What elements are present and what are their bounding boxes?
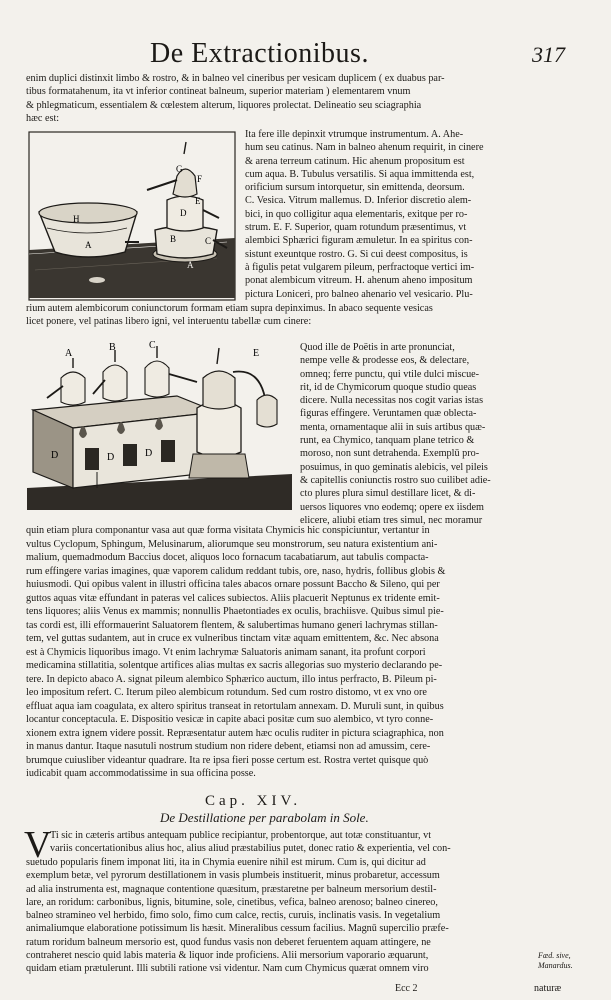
fig1-label: B xyxy=(170,234,177,244)
text-line: cum aqua. B. Tubulus versatilis. Si aqua immittenda est, xyxy=(245,168,475,180)
signature-mark: Ecc 2 xyxy=(395,983,418,994)
text-line: xionem extra ignem videre possit. Repræsentatur autem hæc oculis ruditer in pictura sciagraphica, non xyxy=(26,727,444,739)
fig2-label: D xyxy=(145,448,153,459)
woodcut-illustration xyxy=(27,338,292,510)
text-line: lare, an roridum: carbonibus, lignis, bitumine, sole, cinetibus, vefica, balneo arenoso; balneo cinereo, xyxy=(26,896,438,908)
text-line: tibus formatahenum, ita vt inferior contineat balneum, superior materiam ) elementarem vnum xyxy=(26,86,411,98)
text-line: rium autem alembicorum coniunctorum formam etiam supra depinximus. In abaco sequente vesicas xyxy=(26,303,433,314)
text-line: & phlegmaticum, essentialem & cœlestem alterum, liquores prolectat. Delineatio seu sciagraphia xyxy=(26,99,422,111)
fig1-label: E xyxy=(195,196,201,206)
text-line: enim duplici distinxit limbo & rostro, & in balneo vel cineribus per vesicam duplicem ( ex duabus par- xyxy=(26,73,445,84)
text-line: omneq; ferre punctu, qui vtile dulci miscue- xyxy=(300,368,480,380)
fig1-label: H xyxy=(73,214,80,224)
text-line: hum seu catinus. Nam in balneo ahenum requirit, in cinere xyxy=(245,142,484,154)
text-line: huiusmodi. Qui opibus valent in illustri officina tales abacos ornare possunt Baccho & Sileno, qui per xyxy=(26,579,440,590)
text-line: moroso, non sunt detrahenda. Exemplū pro- xyxy=(300,448,480,460)
text-line: Quod ille de Poëtis in arte pronunciat, xyxy=(300,342,455,353)
text-line: rum effingere varias imagines, quæ vaporem calidum reddant tubis, ore, naso, hydris, follibus globis & xyxy=(26,565,446,577)
text-line: leo impositum refert. C. Iterum pileo alembicum rotundum. Sed cum rostro distomo, vt ex vno ore xyxy=(26,687,427,698)
text-line: orificium sursum intorquetur, sin emittenda, deorsum. xyxy=(245,182,465,194)
chapter-subtitle: De Destillatione per parabolam in Sole. xyxy=(160,810,369,825)
text-line: C. Vesica. Vitrum mallemus. D. Inferior discretio alem- xyxy=(245,195,472,207)
text-line: elicere, aliubi etiam tres simul, nec moramur xyxy=(300,514,483,526)
text-line: quidam etiam prætulerunt. Illi subtili ratione vsi videntur. Nam cum Chymicus quærat omnem viro xyxy=(26,963,429,975)
page-number: 317 xyxy=(532,42,565,67)
margin-note xyxy=(538,951,573,971)
text-line: in manus dantur. Itaque nasutuli nostrum studium non ridere debent, etiamsi non ad amussim, cere- xyxy=(26,741,431,752)
running-title: De Extractionibus. xyxy=(150,38,369,69)
fig2-label: A xyxy=(65,348,73,359)
text-line: variis concertationibus alius hoc, alius aliud præstabilius putet, donec ratio & experientia, vel con- xyxy=(50,843,451,855)
text-line: strum. E. F. Superior, quam rotundum præsentimus, vt xyxy=(245,222,467,234)
text-line: tens liquores; aliis Venus ex mammis; nonnullis Phaetontiades ex oculis, brachiisve. Quibus simul pie- xyxy=(26,606,444,617)
fig1-label: D xyxy=(180,208,187,218)
woodcut-illustration xyxy=(27,130,237,302)
text-line: animaliumque elaboratione potissimum lis hæsit. Mineralibus cessum facilius. Magnū supercilio præfe- xyxy=(26,923,449,935)
fig1-label: F xyxy=(197,174,203,184)
text-line: sistunt exeuntque rostro. G. Si cui deest compositus, is xyxy=(245,248,468,260)
figure-balneum-apparatus xyxy=(27,130,237,302)
text-line: & capitellis coniunctis rostro suo cuilibet adie- xyxy=(300,474,491,486)
text-line: alembici Sphærici figuram æmuletur. In ea spiritus con- xyxy=(245,235,473,247)
text-line: effluat aqua iam coagulata, ex altero spiritus transeat in retortulam annexam. D. Muruli sunt, in quibus xyxy=(26,700,444,712)
text-line: balneo stramineo vel herbido, fimo solo, fimo cum calce, rectis, curuis, inclinatis vasis. In vegetalium xyxy=(26,910,441,922)
text-line: locantur conceptacula. E. Dispositio vesicæ in capite abaci positæ cum suo alembico, vt tyro conne- xyxy=(26,714,434,725)
text-line: medicamina stillatitia, solentque artifices alias multas ex sacris allegorias suo mysterio declarando pe- xyxy=(26,660,443,671)
chapter-paragraph xyxy=(26,856,531,976)
text-line: menta, ornamentaque alii in suis artibus quæ- xyxy=(300,421,486,433)
fig2-label: D xyxy=(107,452,115,463)
chapter-heading: Cap. XIV. xyxy=(205,793,302,809)
text-line: guttos aquas vitæ effundant in pateras vel calices subiectos. Aliis placuerit Neptunus ex tridente emit- xyxy=(26,592,440,604)
text-line: tas cordi est, illi efformauerint Saluatorem flentem, & salubertimas humano generi lachrymas stillan- xyxy=(26,619,438,631)
text-line: exemplum betæ, vel pyrorum destillationem in vasis plumbeis instituerit, minus probaretur, accessum xyxy=(26,870,440,882)
text-line: nempe velle & prodesse eos, & delectare, xyxy=(300,355,470,367)
text-line: pictura Loniceri, pro balneo ahenario vel vesicario. Plu- xyxy=(245,288,473,300)
text-line: contraheret nescio quid labis materia & liquor inde proficiens. Alii mersorium vaporario æquarunt, xyxy=(26,950,429,962)
text-line: rit, id de Chymicorum quoque studio queas xyxy=(300,381,477,393)
text-line: brumque cuiusliber videantur quadrare. Ita re ipsa fieri posse certum est. Rostra vertet quisque quò xyxy=(26,754,429,766)
text-line: est à Chymicis liquoribus imago. Vt enim lachrymæ Saluatoris animam sanant, ita profunt corpori xyxy=(26,646,426,658)
figure-alembic-abacus xyxy=(27,338,292,510)
fig1-label: C xyxy=(205,236,212,246)
fig1-label: A xyxy=(187,260,194,270)
text-line: uersos liquores vno eodemq; opere ex iisdem xyxy=(300,501,484,513)
text-line: dicere. Nulla necessitas nos cogit varias istas xyxy=(300,395,484,407)
text-line: Ti sic in cæteris artibus antequam publice recipiantur, probentorque, aut totæ constituantur, vt xyxy=(50,830,432,841)
fig1-label: G xyxy=(176,164,183,174)
text-line: cto plures plura simul destillare licet, & di- xyxy=(300,488,476,500)
chapter-opening-lines xyxy=(50,829,531,856)
right-column-paragraph-2 xyxy=(300,341,530,527)
right-column-paragraph-1 xyxy=(245,128,530,301)
fig2-label: B xyxy=(109,342,116,353)
text-line: posuimus, in quo geminatis alebicis, vel pileis xyxy=(300,461,488,473)
text-line: licet ponere, vel patinas libero igni, vel interuentu tabellæ cum cinere: xyxy=(26,316,312,328)
text-line: Ita fere ille depinxit vtrumque instrumentum. A. Ahe- xyxy=(245,129,464,140)
main-paragraph xyxy=(26,524,531,781)
fig1-label: A xyxy=(85,240,92,250)
text-line: iudicabit quam accommodatissime in sua officina posse. xyxy=(26,768,256,779)
text-line: hæc est: xyxy=(26,112,60,124)
catchword: naturæ xyxy=(534,983,562,994)
text-line: tere. In depicto abaco A. signat pileum alembico Sphærico auctum, illo intus perfracto, B. Pileum pi- xyxy=(26,673,437,685)
text-line: bici, in quo colligitur aqua elementaris, exitque per ro- xyxy=(245,208,468,220)
full-width-lines-1 xyxy=(26,302,531,329)
fig2-label: E xyxy=(253,348,260,359)
text-line: suetudo popularis finem imponat liti, ita in Chymia euenire nihil est mirum. Cum is, qui dicitur ad xyxy=(26,857,426,868)
text-line: malium, quemadmodum Baccius docet, aliquos loco fornacum tacabatiarum, aut tabulis compacta- xyxy=(26,552,429,563)
text-line: runt, ea Chymico, tanquam plane tetrico & xyxy=(300,435,475,447)
text-line: à figulis petat vulgarem pileum, perfractoque vertici im- xyxy=(245,261,475,273)
text-line: ad alia instrumenta est, magnaque contentione quæsitum, præstaretne per balneum mersorium destil- xyxy=(26,883,437,895)
text-line: ponat alembicum vitreum. H. ahenum aheno impositum xyxy=(245,275,473,287)
margin-note-line: Fæd. sive, xyxy=(538,951,571,960)
fig2-label: C xyxy=(149,340,156,351)
drop-capital: V xyxy=(24,824,52,866)
text-line: vultus Cyclopum, Sphingum, Melusinarum, aliorumque seu monstrorum, seu natura existentium ani- xyxy=(26,538,438,550)
margin-note-line: Manardus. xyxy=(538,961,573,970)
text-line: & arena terreum catinum. Hic ahenum propositum est xyxy=(245,155,465,167)
fig2-label: D xyxy=(51,450,59,461)
text-line: tem, vel guttas sudantem, aut in cruce ex vulneribus tinctam vitæ aquam emittentem, &c. Nec absona xyxy=(26,633,439,644)
text-line: ratum roridum balneum mersorio est, quod fundus vasis non deberet feruentem aquam attingere, ne xyxy=(26,936,431,948)
intro-paragraph xyxy=(26,72,531,125)
text-line: quin etiam plura componantur vasa aut quæ forma visitata Chymicis hic conspiciuntur, vertantur in xyxy=(26,525,430,536)
text-line: figuras effingere. Veruntamen quæ oblecta- xyxy=(300,408,477,420)
